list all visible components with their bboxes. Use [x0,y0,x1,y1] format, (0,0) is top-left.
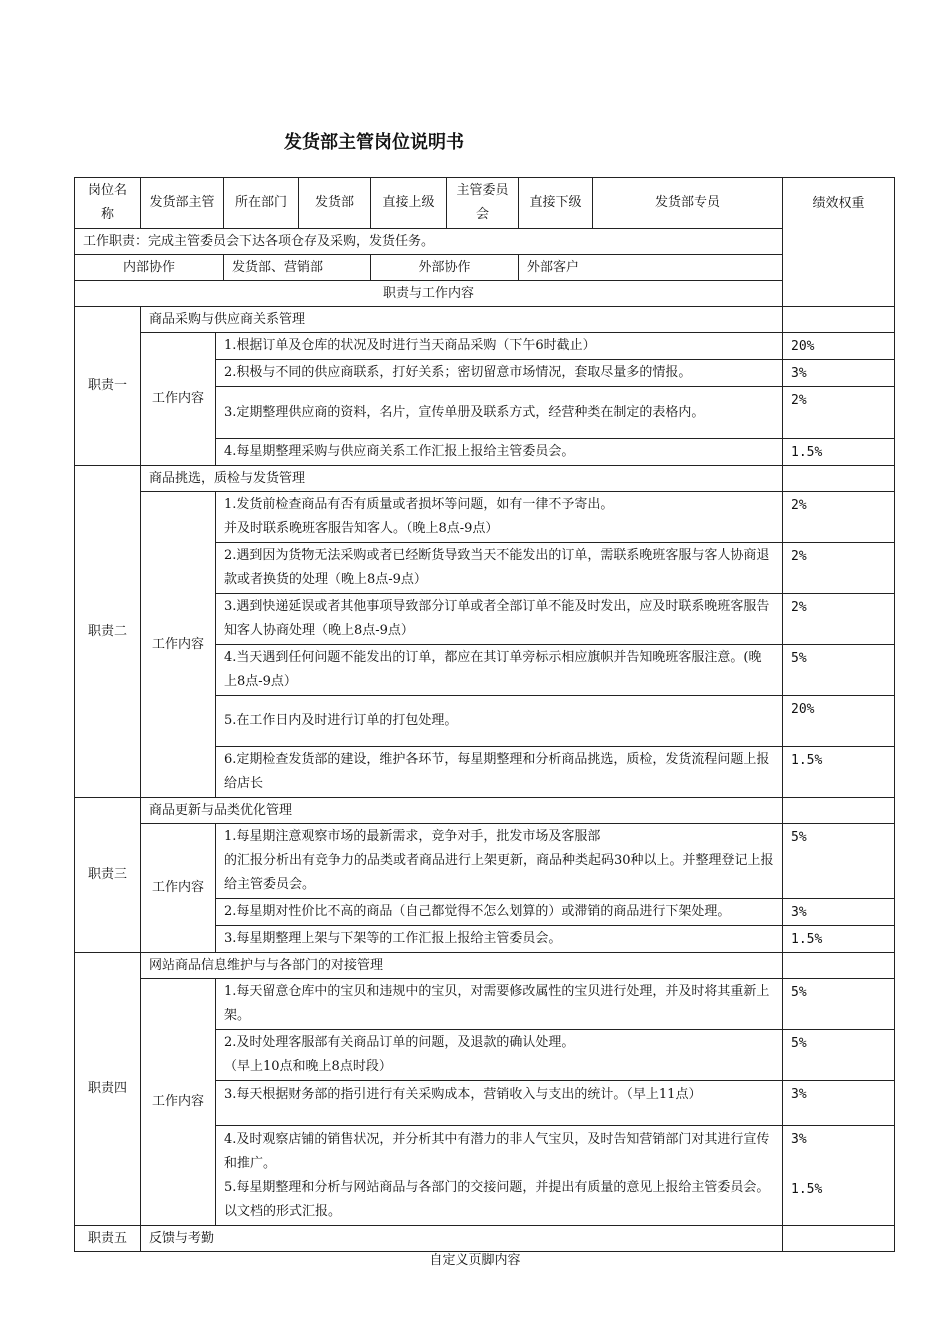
performance-weight-label: 绩效权重 [783,178,895,307]
superior-label: 直接上级 [371,178,447,229]
page-title: 发货部主管岗位说明书 [284,132,464,153]
item-text-line: 并及时联系晚班客服告知客人。（晚上8点-9点） [224,521,499,536]
superior: 主管委员会 [447,178,519,229]
internal-value: 发货部、营销部 [224,255,371,281]
work-content-label: 工作内容 [141,824,216,953]
item-weight: 5% [783,645,895,696]
post-name-label: 岗位名称 [75,178,141,229]
item-weight: 20% [783,333,895,360]
item-text: 3.遇到快递延误或者其他事项导致部分订单或者全部订单不能及时发出，应及时联系晚班客服告知客人协商处理（晚上8点-9点） [216,594,783,645]
weight-empty [783,1226,895,1252]
external-value: 外部客户 [519,255,783,281]
weight-empty [783,307,895,333]
item-weight: 2% [783,387,895,439]
item-text: 2.每星期对性价比不高的商品（自己都觉得不怎么划算的）或滞销的商品进行下架处理。 [216,899,783,926]
section-header: 职责与工作内容 [75,281,783,307]
duty-title: 反馈与考勤 [141,1226,783,1252]
item-text: 4.当天遇到任何问题不能发出的订单，都应在其订单旁标示相应旗帜并告知晚班客服注意。(晚上8点-9点） [216,645,783,696]
item-text: 1.根据订单及仓库的状况及时进行当天商品采购（下午6时截止） [216,333,783,360]
duty-label: 职责二 [75,466,141,798]
item-text: 3.每天根据财务部的指引进行有关采购成本，营销收入与支出的统计。（早上11点） [216,1081,783,1126]
item-weight: 5% [783,979,895,1030]
item-weight: 1.5% [783,926,895,953]
item-text [216,824,783,899]
item-text: 2.积极与不同的供应商联系，打好关系；密切留意市场情况，套取尽量多的情报。 [216,360,783,387]
duty-label: 职责一 [75,307,141,466]
external-label: 外部协作 [371,255,519,281]
duty-label: 职责五 [75,1226,141,1252]
item-text [216,1126,783,1226]
duty-title: 网站商品信息维护与与各部门的对接管理 [141,953,783,979]
item-text-line: 1.发货前检查商品有否有质量或者损坏等问题，如有一律不予寄出。 [224,497,614,512]
work-content-label: 工作内容 [141,979,216,1226]
item-text [216,1030,783,1081]
weight-empty [783,953,895,979]
item-text-line: 4.及时观察店铺的销售状况，并分析其中有潜力的非人气宝贝，及时告知营销部门对其进行宣传和推广。 [224,1132,770,1171]
subordinate: 发货部专员 [593,178,783,229]
item-text: 4.每星期整理采购与供应商关系工作汇报上报给主管委员会。 [216,439,783,466]
item-text-line: 1.每星期注意观察市场的最新需求，竞争对手，批发市场及客服部 [224,829,601,844]
item-weight-line: 1.5% [791,1182,823,1197]
item-weight: 5% [783,1030,895,1081]
duty-title: 商品挑选，质检与发货管理 [141,466,783,492]
duty-summary: 工作职责：完成主管委员会下达各项仓存及采购，发货任务。 [75,229,783,255]
item-text: 3.定期整理供应商的资料，名片，宣传单册及联系方式，经营种类在制定的表格内。 [216,387,783,439]
item-text: 3.每星期整理上架与下架等的工作汇报上报给主管委员会。 [216,926,783,953]
post-name: 发货部主管 [141,178,224,229]
item-text-line: 2.及时处理客服部有关商品订单的问题，及退款的确认处理。 [224,1035,575,1050]
item-weight: 2% [783,543,895,594]
weight-empty [783,798,895,824]
job-description-table [74,177,895,1252]
item-weight: 1.5% [783,439,895,466]
duty-label: 职责四 [75,953,141,1226]
duty-title: 商品更新与品类优化管理 [141,798,783,824]
item-text-line: （早上10点和晚上8点时段） [224,1059,392,1074]
item-weight: 5% [783,824,895,899]
item-text [216,492,783,543]
item-text-line: 的汇报分析出有竞争力的品类或者商品进行上架更新，商品种类起码30种以上。并整理登记上报给主管委员会。 [224,853,774,892]
weight-empty [783,466,895,492]
work-content-label: 工作内容 [141,333,216,466]
item-weight: 2% [783,492,895,543]
dept-label: 所在部门 [224,178,299,229]
item-weight [783,1126,895,1226]
item-text: 6.定期检查发货部的建设，维护各环节，每星期整理和分析商品挑选，质检，发货流程问题上报给店长 [216,747,783,798]
item-weight: 20% [783,696,895,747]
item-text-line: 5.每星期整理和分析与网站商品与各部门的交接问题，并提出有质量的意见上报给主管委员会。以文档的形式汇报。 [224,1180,770,1219]
item-weight: 1.5% [783,747,895,798]
item-text: 1.每天留意仓库中的宝贝和违规中的宝贝，对需要修改属性的宝贝进行处理，并及时将其重新上架。 [216,979,783,1030]
item-weight: 3% [783,899,895,926]
work-content-label: 工作内容 [141,492,216,798]
item-text: 5.在工作日内及时进行订单的打包处理。 [216,696,783,747]
item-weight-line: 3% [791,1132,807,1147]
item-weight: 3% [783,360,895,387]
internal-label: 内部协作 [75,255,224,281]
item-weight: 3% [783,1081,895,1126]
duty-label: 职责三 [75,798,141,953]
subordinate-label: 直接下级 [519,178,593,229]
duty-title: 商品采购与供应商关系管理 [141,307,783,333]
item-weight: 2% [783,594,895,645]
page-footer: 自定义页脚内容 [429,1253,521,1268]
item-text: 2.遇到因为货物无法采购或者已经断货导致当天不能发出的订单，需联系晚班客服与客人协商退款或者换货的处理（晚上8点-9点） [216,543,783,594]
dept: 发货部 [299,178,371,229]
